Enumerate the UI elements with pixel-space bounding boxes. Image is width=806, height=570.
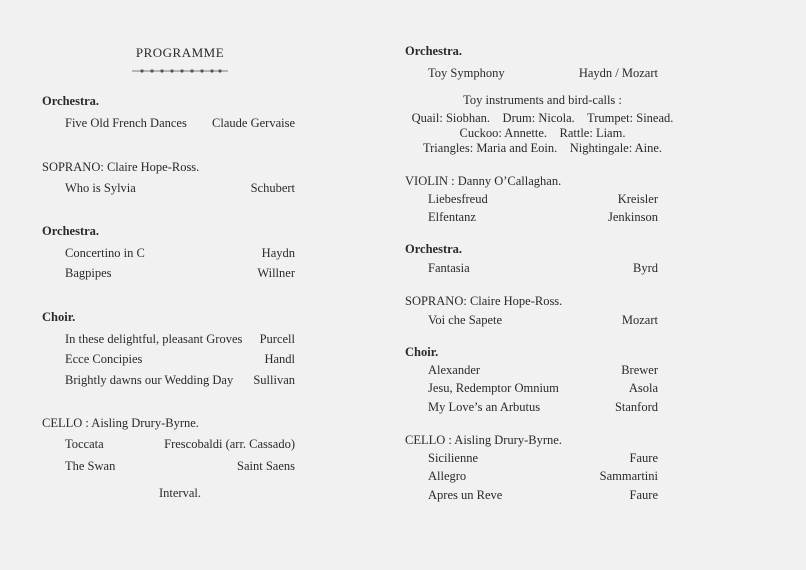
piece-title: Jesu, Redemptor Omnium [428, 381, 559, 395]
piece-title: Who is Sylvia [65, 181, 136, 195]
piece-title: Toccata [65, 437, 104, 451]
composer: Kreisler [617, 192, 658, 206]
piece-title: Toy Symphony [428, 66, 505, 80]
piece-title: Apres un Reve [428, 488, 503, 502]
piece-title: Sicilienne [428, 451, 478, 465]
piece-title: Brightly dawns our Wedding Day [65, 373, 234, 387]
section-heading-cello: CELLO : Aisling Drury-Byrne. [42, 416, 199, 430]
piece-title: In these delightful, pleasant Groves [65, 332, 243, 346]
toy-instruments-intro: Toy instruments and bird-calls : [463, 93, 622, 107]
toy-instruments-line: Triangles: Maria and Eoin. Nightingale: Aine. [422, 141, 663, 155]
piece-title: My Love’s an Arbutus [428, 400, 541, 414]
toy-instruments-line: Cuckoo: Annette. Rattle: Liam. [459, 126, 626, 140]
piece-title: Liebesfreud [428, 192, 488, 206]
composer: Handl [264, 352, 295, 366]
piece-title: Alexander [428, 363, 481, 377]
composer: Faure [629, 488, 658, 502]
section-heading-orchestra: Orchestra. [42, 94, 100, 108]
piece-title: Concertino in C [65, 246, 145, 260]
section-heading-soprano: SOPRANO: Claire Hope-Ross. [405, 294, 563, 308]
section-heading-orchestra: Orchestra. [42, 224, 100, 238]
piece-title: Voi che Sapete [428, 313, 503, 327]
composer: Stanford [614, 400, 658, 414]
composer: Saint Saens [237, 459, 295, 473]
composer: Frescobaldi (arr. Cassado) [164, 437, 295, 451]
composer: Byrd [633, 261, 658, 275]
composer: Haydn / Mozart [578, 66, 658, 80]
composer: Schubert [250, 181, 295, 195]
section-heading-cello: CELLO : Aisling Drury-Byrne. [405, 433, 562, 447]
composer: Faure [629, 451, 658, 465]
composer: Claude Gervaise [212, 116, 295, 130]
piece-title: Five Old French Dances [65, 116, 187, 130]
piece-title: Elfentanz [428, 210, 476, 224]
section-heading-choir: Choir. [42, 310, 76, 324]
composer: Brewer [621, 363, 658, 377]
composer: Sullivan [253, 373, 295, 387]
piece-title: Ecce Concipies [65, 352, 143, 366]
toy-instruments-line: Quail: Siobhan. Drum: Nicola. Trumpet: Sinead. [411, 111, 674, 125]
programme-heading: PROGRAMME [135, 45, 225, 60]
section-heading-choir: Choir. [405, 345, 439, 359]
piece-title: The Swan [65, 459, 116, 473]
composer: Jenkinson [608, 210, 658, 224]
composer: Sammartini [599, 469, 658, 483]
piece-title: Bagpipes [65, 266, 112, 280]
piece-title: Fantasia [428, 261, 470, 275]
composer: Purcell [259, 332, 295, 346]
piece-title: Allegro [428, 469, 467, 483]
section-heading-violin: VIOLIN : Danny O’Callaghan. [405, 174, 562, 188]
composer: Willner [257, 266, 295, 280]
interval-note: Interval. [159, 486, 201, 500]
section-heading-orchestra: Orchestra. [405, 242, 463, 256]
composer: Haydn [261, 246, 295, 260]
composer: Asola [628, 381, 658, 395]
composer: Mozart [621, 313, 658, 327]
ornament-divider [130, 66, 230, 76]
section-heading-orchestra: Orchestra. [405, 44, 463, 58]
section-heading-soprano: SOPRANO: Claire Hope-Ross. [42, 160, 200, 174]
